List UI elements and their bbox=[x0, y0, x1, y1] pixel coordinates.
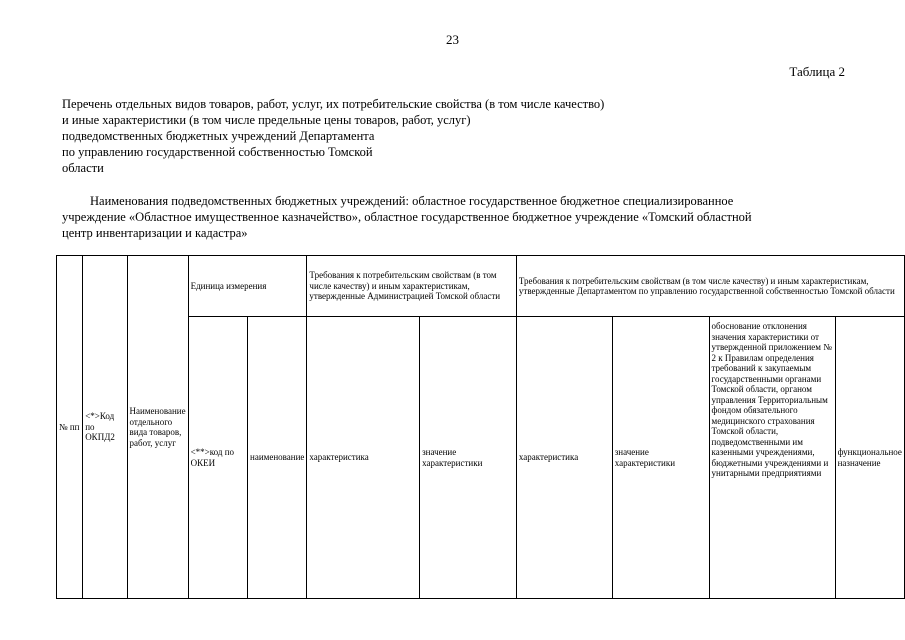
requirements-table bbox=[56, 255, 905, 599]
title-line-3: подведомственных бюджетных учреждений Департамента bbox=[62, 129, 375, 143]
requirements-table-wrap bbox=[56, 255, 905, 599]
intro-line-1: Наименования подведомственных бюджетных учреждений: областное государственное бюджетное специализированное bbox=[90, 194, 734, 208]
header-dept-requirements: Требования к потребительским свойствам (в том числе качеству) и иным характеристикам, утвержденные Департаментом по управлению государственной собственностью Томской области bbox=[516, 256, 904, 317]
header-row-number: № пп bbox=[57, 256, 83, 599]
header-admin-value: значение характеристики bbox=[420, 317, 517, 599]
header-item-name: Наименование отдельного вида товаров, работ, услуг bbox=[127, 256, 188, 599]
header-okei-code: <**>код по ОКЕИ bbox=[188, 317, 247, 599]
page-number: 23 bbox=[446, 32, 459, 47]
table-label: Таблица 2 bbox=[789, 64, 845, 79]
header-dept-value: значение характеристики bbox=[612, 317, 709, 599]
title-line-2: и иные характеристики (в том числе предельные цены товаров, работ, услуг) bbox=[62, 113, 471, 127]
header-functional-purpose: функциональное назначение bbox=[835, 317, 904, 599]
document-title bbox=[62, 96, 604, 176]
header-unit-name: наименование bbox=[248, 317, 307, 599]
intro-line-3: центр инвентаризации и кадастра» bbox=[62, 226, 248, 240]
header-dept-characteristic: характеристика bbox=[516, 317, 612, 599]
header-okpd-code: <*>Код по ОКПД2 bbox=[83, 256, 127, 599]
header-unit-group: Единица измерения bbox=[188, 256, 307, 317]
title-line-5: области bbox=[62, 161, 104, 175]
header-deviation-justification: обоснование отклонения значения характеристики от утвержденной приложением № 2 к Правилам определения требований к закупаемым государственными органами Томской области, органом управления Территориальным фондом обязательного медицинского страхования Томской области, подведомственными им казенными учреждениями, бюджетными учреждениями и унитарными предприятиями bbox=[709, 317, 835, 599]
title-line-1: Перечень отдельных видов товаров, работ, услуг, их потребительские свойства (в том числе качество) bbox=[62, 97, 605, 111]
institutions-paragraph bbox=[62, 193, 862, 241]
intro-line-2: учреждение «Областное имущественное казначейство», областное государственное бюджетное учреждение «Томский областной bbox=[62, 210, 752, 224]
header-admin-requirements: Требования к потребительским свойствам (в том числе качеству) и иным характеристикам, утвержденные Администрацией Томской области bbox=[307, 256, 516, 317]
title-line-4: по управлению государственной собственностью Томской bbox=[62, 145, 373, 159]
header-admin-characteristic: характеристика bbox=[307, 317, 420, 599]
